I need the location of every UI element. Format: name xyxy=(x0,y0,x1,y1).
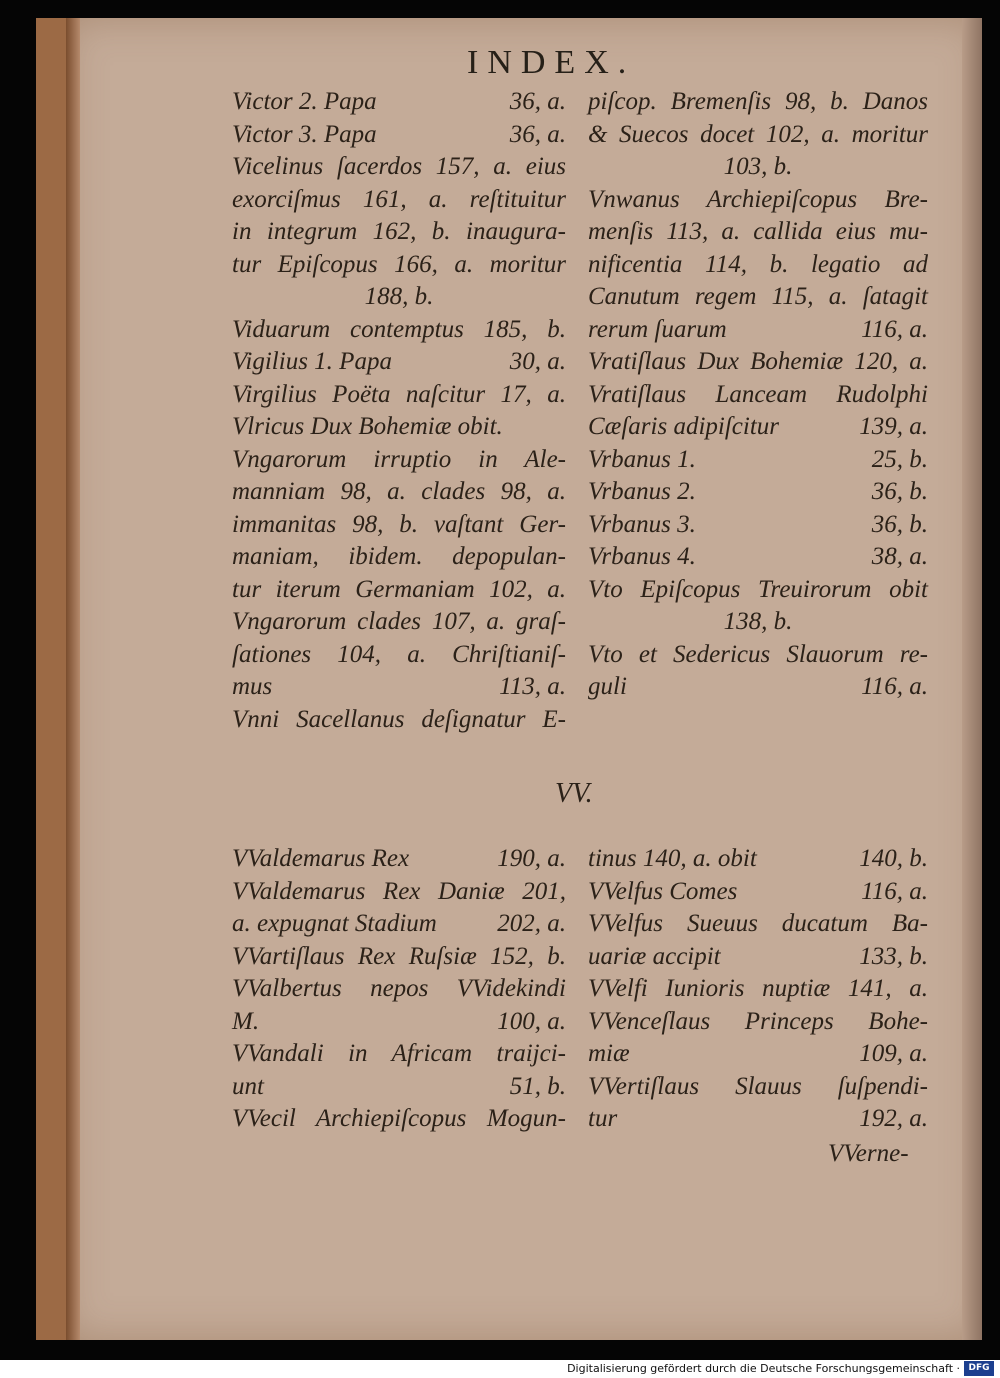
index-entry-text: VValdemarus Rex Daniæ 201, xyxy=(232,877,566,905)
index-entry-text: maniam, ibidem. depopulan- xyxy=(232,543,566,570)
index-entry-page: 109, a. xyxy=(859,1040,928,1067)
index-entry-text: Canutum regem 115, a. ſatagit xyxy=(588,283,928,310)
index-entry-text: manniam 98, a. clades 98, a. xyxy=(232,478,566,505)
index-entry xyxy=(232,444,566,477)
index-entry-text: Vrbanus 4. xyxy=(588,543,696,570)
index-entry-page: 36, a. xyxy=(509,120,566,148)
index-entry xyxy=(232,1006,566,1039)
index-entry xyxy=(588,86,928,119)
index-entry-text: Vngarorum irruptio in Ale- xyxy=(232,445,566,473)
index-entry xyxy=(588,671,928,704)
index-entry-text: piſcop. Bremenſis 98, b. Danos xyxy=(588,88,928,115)
index-entry-text: tur xyxy=(588,1105,618,1132)
index-entry-text: & Suecos docet 102, a. moritur xyxy=(588,120,928,148)
index-entry-text: tinus 140, a. obit xyxy=(588,845,757,872)
index-entry xyxy=(232,411,566,444)
index-entry-text: menſis 113, a. callida eius mu- xyxy=(588,218,928,245)
index-entry-page: 51, b. xyxy=(509,1072,566,1100)
index-entry xyxy=(232,86,566,119)
index-entry-text: Vicelinus ſacerdos 157, a. eius xyxy=(232,153,566,180)
dfg-logo: DFG xyxy=(964,1361,994,1376)
index-entry-page: 190, a. xyxy=(497,845,566,872)
index-entry-text: Virgilius Poëta naſcitur 17, a. xyxy=(232,380,566,408)
index-entry-text: VVenceſlaus Princeps Bohe- xyxy=(588,1007,928,1035)
catchword: VVerne- xyxy=(828,1140,909,1167)
index-entry xyxy=(588,184,928,217)
index-entry-page: 38, a. xyxy=(871,543,928,570)
index-entry xyxy=(232,216,566,249)
index-entry-page: 116, a. xyxy=(861,877,928,905)
index-entry xyxy=(588,314,928,347)
index-entry xyxy=(588,249,928,282)
index-entry-page: 100, a. xyxy=(497,1007,566,1035)
index-entry xyxy=(588,411,928,444)
index-entry xyxy=(588,941,928,974)
index-column-left-bottom xyxy=(232,843,566,1136)
index-entry-text: guli xyxy=(588,673,627,700)
index-entry-text: VVartiſlaus Rex Ruſsiæ 152, b. xyxy=(232,942,566,970)
index-entry xyxy=(232,1038,566,1071)
book-spine xyxy=(66,18,80,1340)
index-column-right-top xyxy=(588,86,928,704)
index-entry-text: Vratiſlaus Lanceam Rudolphi xyxy=(588,380,928,408)
index-entry-page: 36, a. xyxy=(509,88,566,115)
index-entry-text: tur Epiſcopus 166, a. moritur xyxy=(232,250,566,278)
index-entry-text: 188, b. xyxy=(364,283,434,310)
index-entry xyxy=(588,574,928,607)
index-entry-text: VValdemarus Rex xyxy=(232,845,410,872)
index-entry xyxy=(232,574,566,607)
index-entry-text: 103, b. xyxy=(723,153,793,180)
index-entry-page: 113, a. xyxy=(499,673,566,700)
index-entry-page: 116, a. xyxy=(861,673,928,700)
index-entry xyxy=(232,704,566,737)
index-entry-page: 192, a. xyxy=(859,1105,928,1132)
index-entry-text: in integrum 162, b. inaugura- xyxy=(232,218,566,245)
index-column-left-top xyxy=(232,86,566,736)
index-entry xyxy=(232,606,566,639)
section-heading: VV. xyxy=(555,778,593,809)
index-entry xyxy=(232,941,566,974)
index-entry-text: Vrbanus 3. xyxy=(588,510,696,538)
index-entry-text: 138, b. xyxy=(723,608,793,635)
index-entry xyxy=(232,876,566,909)
index-entry-text: Victor 2. Papa xyxy=(232,88,377,115)
index-entry xyxy=(588,119,928,152)
index-entry xyxy=(232,151,566,184)
index-entry-page: 30, a. xyxy=(509,348,566,375)
index-entry-text: VVelfus Comes xyxy=(588,877,738,905)
index-entry xyxy=(232,476,566,509)
index-entry xyxy=(588,541,928,574)
index-entry-text: Vrbanus 1. xyxy=(588,445,696,473)
index-entry xyxy=(232,346,566,379)
index-entry xyxy=(232,541,566,574)
index-entry-text: Victor 3. Papa xyxy=(232,120,377,148)
index-entry xyxy=(588,908,928,941)
index-entry-text: VValbertus nepos VVidekindi xyxy=(232,975,566,1002)
index-entry xyxy=(232,908,566,941)
index-entry xyxy=(588,444,928,477)
index-entry xyxy=(588,346,928,379)
index-entry-text: Vratiſlaus Dux Bohemiæ 120, a. xyxy=(588,348,928,375)
index-entry-text: VVandali in Africam traijci- xyxy=(232,1040,566,1067)
index-entry xyxy=(232,281,566,314)
index-entry-text: Cæſaris adipiſcitur xyxy=(588,413,780,440)
index-entry-page: 202, a. xyxy=(497,910,566,937)
index-entry xyxy=(232,314,566,347)
index-entry xyxy=(588,1071,928,1104)
index-entry-text: nificentia 114, b. legatio ad xyxy=(588,250,928,278)
index-entry xyxy=(588,639,928,672)
index-entry-text: miæ xyxy=(588,1040,630,1067)
index-entry xyxy=(588,1006,928,1039)
index-entry-page: 36, b. xyxy=(871,510,928,538)
index-entry-page: 139, a. xyxy=(859,413,928,440)
index-entry-text: Vlricus Dux Bohemiæ obit. xyxy=(232,413,503,440)
digitization-footer xyxy=(0,1360,1000,1378)
index-entry-text: tur iterum Germaniam 102, a. xyxy=(232,575,566,603)
index-entry-page: 133, b. xyxy=(859,942,928,970)
index-entry-text: Vnni Sacellanus deſignatur E- xyxy=(232,705,566,733)
index-entry xyxy=(588,843,928,876)
index-entry-text: VVertiſlaus Slauus ſuſpendi- xyxy=(588,1072,928,1100)
index-entry xyxy=(232,1103,566,1136)
index-entry-text: exorciſmus 161, a. reſtituitur xyxy=(232,185,566,213)
index-entry-text: ſationes 104, a. Chriſtianiſ- xyxy=(232,640,566,668)
page-header: INDEX. xyxy=(467,44,636,81)
index-entry-page: 116, a. xyxy=(861,315,928,343)
index-entry xyxy=(588,973,928,1006)
index-entry-text: a. expugnat Stadium xyxy=(232,910,437,937)
index-entry xyxy=(588,281,928,314)
index-entry xyxy=(588,606,928,639)
index-entry xyxy=(232,119,566,152)
index-entry-text: M. xyxy=(232,1007,260,1035)
index-entry-text: VVecil Archiepiſcopus Mogun- xyxy=(232,1105,566,1132)
index-entry-text: Vto Epiſcopus Treuirorum obit xyxy=(588,575,928,603)
index-entry-text: unt xyxy=(232,1072,264,1100)
index-entry-text: Viduarum contemptus 185, b. xyxy=(232,315,566,343)
index-entry-text: Vigilius 1. Papa xyxy=(232,348,392,375)
index-entry xyxy=(232,671,566,704)
index-entry xyxy=(588,1038,928,1071)
index-column-right-bottom xyxy=(588,843,928,1136)
index-entry xyxy=(588,876,928,909)
index-entry xyxy=(232,379,566,412)
index-entry xyxy=(588,151,928,184)
index-entry xyxy=(232,639,566,672)
index-entry-text: mus xyxy=(232,673,273,700)
footer-credit: Digitalisierung gefördert durch die Deutsche Forschungsgemeinschaft · xyxy=(567,1362,960,1375)
index-entry-text: uariæ accipit xyxy=(588,942,721,970)
index-entry xyxy=(588,509,928,542)
index-entry-text: Vngarorum clades 107, a. graſ- xyxy=(232,608,566,635)
index-entry xyxy=(588,1103,928,1136)
index-entry-text: rerum ſuarum xyxy=(588,315,727,343)
index-entry-text: immanitas 98, b. vaſtant Ger- xyxy=(232,510,566,538)
index-entry-text: VVelfi Iunioris nuptiæ 141, a. xyxy=(588,975,928,1002)
index-entry xyxy=(588,379,928,412)
index-entry-page: 140, b. xyxy=(859,845,928,872)
index-entry xyxy=(588,476,928,509)
index-entry xyxy=(232,973,566,1006)
index-entry-page: 36, b. xyxy=(871,478,928,505)
page-edge xyxy=(962,18,982,1340)
index-entry xyxy=(232,184,566,217)
index-entry-text: Vrbanus 2. xyxy=(588,478,696,505)
index-entry-page: 25, b. xyxy=(871,445,928,473)
index-entry-text: Vto et Sedericus Slauorum re- xyxy=(588,640,928,668)
index-entry xyxy=(232,509,566,542)
index-entry xyxy=(232,1071,566,1104)
index-entry-text: Vnwanus Archiepiſcopus Bre- xyxy=(588,185,928,213)
index-entry-text: VVelfus Sueuus ducatum Ba- xyxy=(588,910,928,937)
index-entry xyxy=(588,216,928,249)
index-entry xyxy=(232,843,566,876)
index-entry xyxy=(232,249,566,282)
